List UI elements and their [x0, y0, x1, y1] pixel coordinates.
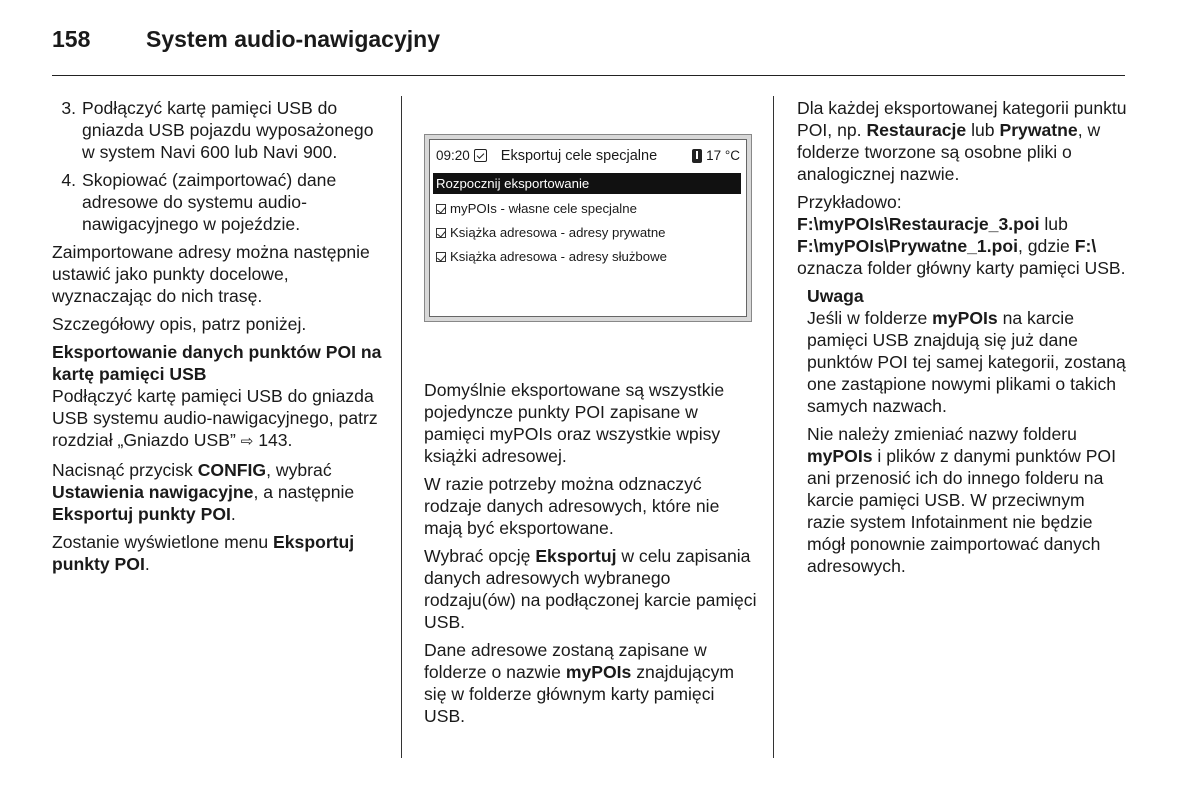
text-run: Wybrać opcję	[424, 546, 536, 566]
note-title: Uwaga	[807, 286, 864, 306]
text-run: , w folderze tworzone są osobne pliki o analogicznej nazwie.	[797, 120, 1101, 184]
step-text: Podłączyć kartę pamięci USB do gniazda USB pojazdu wyposażonego w system Navi 600 lub Navi 900.	[82, 98, 374, 162]
device-screen-illustration	[424, 134, 752, 322]
paragraph: Domyślnie eksportowane są wszystkie pojedyncze punkty POI zapisane w pamięci myPOIs oraz wszystkie wpisy książki adresowej.	[424, 380, 725, 466]
paragraph: Szczegółowy opis, patrz poniżej.	[52, 314, 307, 334]
paragraph	[807, 423, 1127, 577]
paragraph: Podłączyć kartę pamięci USB do gniazda USB systemu audio-nawigacyjnego, patrz rozdział „Gniazdo USB”	[52, 386, 378, 450]
menu-item-start-export: Rozpocznij eksportowanie	[433, 173, 741, 194]
header-divider	[52, 75, 1125, 76]
menu-item-label: Książka adresowa - adresy służbowe	[450, 249, 667, 264]
menu-name: Ustawienia nawigacyjne	[52, 482, 254, 502]
folder-name: myPOIs	[565, 662, 632, 682]
text-run: Nie należy zmieniać nazwy folderu	[807, 424, 1077, 444]
text-run: , gdzie	[1017, 236, 1075, 256]
paragraph	[52, 459, 388, 525]
paragraph	[424, 545, 760, 633]
list-item	[52, 97, 388, 163]
screen-title: Eksportuj cele specjalne	[500, 147, 658, 164]
text-run: znajdującym się w folderze głównym karty pamięci USB.	[424, 662, 735, 726]
column-2	[424, 379, 760, 733]
paragraph	[807, 307, 1127, 417]
checkbox-icon	[436, 204, 446, 214]
menu-name: Eksportuj punkty POI	[52, 504, 231, 524]
checkbox-icon	[436, 252, 446, 262]
text-run: Zostanie wyświetlone menu	[52, 532, 274, 552]
column-1	[52, 97, 388, 581]
menu-item-label: Książka adresowa - adresy prywatne	[450, 225, 666, 240]
text-run: w celu zapisania danych adresowych wybranego rodzaju(ów) na podłączonej karcie pamięci USB.	[424, 546, 757, 632]
arrow-ref-icon: ⇨	[240, 433, 254, 450]
screen-time: 09:20	[436, 148, 470, 163]
paragraph	[424, 639, 760, 727]
list-item	[52, 169, 388, 235]
file-path: F:\myPOIs\Prywatne_1.poi	[797, 236, 1018, 256]
chapter-title: System audio-nawigacyjny	[146, 26, 440, 52]
menu-name: Eksportuj punkty POI	[52, 532, 355, 574]
paragraph	[797, 97, 1127, 185]
screen-temperature: 17 °C	[706, 148, 740, 163]
page-header	[52, 26, 440, 58]
menu-item-label: myPOIs - własne cele specjalne	[450, 201, 637, 216]
text-run: Dane adresowe zostaną zapisane w folderze o nazwie	[424, 640, 707, 682]
text-run: na karcie pamięci USB znajdują się już dane punktów POI tej samej kategorii, zostaną one zastąpione nowymi plikami o takich samych nazwach.	[807, 308, 1126, 416]
menu-item-checkbox	[433, 197, 741, 221]
screen-menu	[433, 173, 741, 269]
clock-icon	[474, 149, 487, 162]
button-name: CONFIG	[197, 460, 267, 480]
category-name: Restauracje	[866, 120, 967, 140]
text-run: Dla każdej eksportowanej kategorii punktu POI, np.	[797, 98, 1127, 140]
text-run: , wybrać	[266, 460, 332, 480]
text-run: .	[144, 554, 150, 574]
step-number: 3.	[61, 98, 76, 118]
column-3	[797, 97, 1127, 583]
page-reference: 143.	[258, 430, 293, 450]
text-run: .	[230, 504, 236, 524]
file-path: F:\myPOIs\Restauracje_3.poi	[797, 214, 1040, 234]
paragraph	[52, 531, 388, 575]
text-run: , a następnie	[253, 482, 355, 502]
text-run: Przykładowo:	[797, 192, 902, 212]
menu-item-checkbox	[433, 245, 741, 269]
checkbox-icon	[436, 228, 446, 238]
paragraph: W razie potrzeby można odznaczyć rodzaje danych adresowych, które nie mają być eksportowane.	[424, 474, 720, 538]
page-number: 158	[52, 26, 91, 52]
note-block	[807, 285, 1127, 577]
text-run: oznacza folder główny karty pamięci USB.	[797, 258, 1126, 278]
folder-name: myPOIs	[807, 446, 873, 466]
paragraph	[797, 191, 1127, 279]
column-divider	[773, 96, 774, 758]
section-heading: Eksportowanie danych punktów POI na kartę pamięci USB	[52, 342, 382, 384]
step-text: Skopiować (zaimportować) dane adresowe do systemu audio-nawigacyjnego w pojeździe.	[82, 170, 337, 234]
screen-display	[429, 139, 747, 317]
paragraph: Zaimportowane adresy można następnie ustawić jako punkty docelowe, wyznaczając do nich trasę.	[52, 242, 370, 306]
text-run: lub	[966, 120, 1000, 140]
text-run: Jeśli w folderze	[807, 308, 933, 328]
steps-list	[52, 97, 388, 235]
category-name: Prywatne	[999, 120, 1078, 140]
screen-status-bar	[430, 140, 746, 171]
option-name: Eksportuj	[535, 546, 617, 566]
folder-name: myPOIs	[932, 308, 998, 328]
section-block	[52, 341, 388, 453]
text-run: Nacisnąć przycisk	[52, 460, 198, 480]
thermometer-icon	[692, 149, 702, 163]
step-number: 4.	[61, 170, 76, 190]
menu-item-checkbox	[433, 221, 741, 245]
text-run: i plików z danymi punktów POI ani przenosić ich do innego folderu na karcie pamięci USB. W przeciwnym razie system Infotainment nie będzie mógł ponownie zaimportować danych adresowych.	[807, 446, 1117, 576]
column-divider	[401, 96, 402, 758]
text-run: lub	[1039, 214, 1068, 234]
drive-path: F:\	[1074, 236, 1097, 256]
